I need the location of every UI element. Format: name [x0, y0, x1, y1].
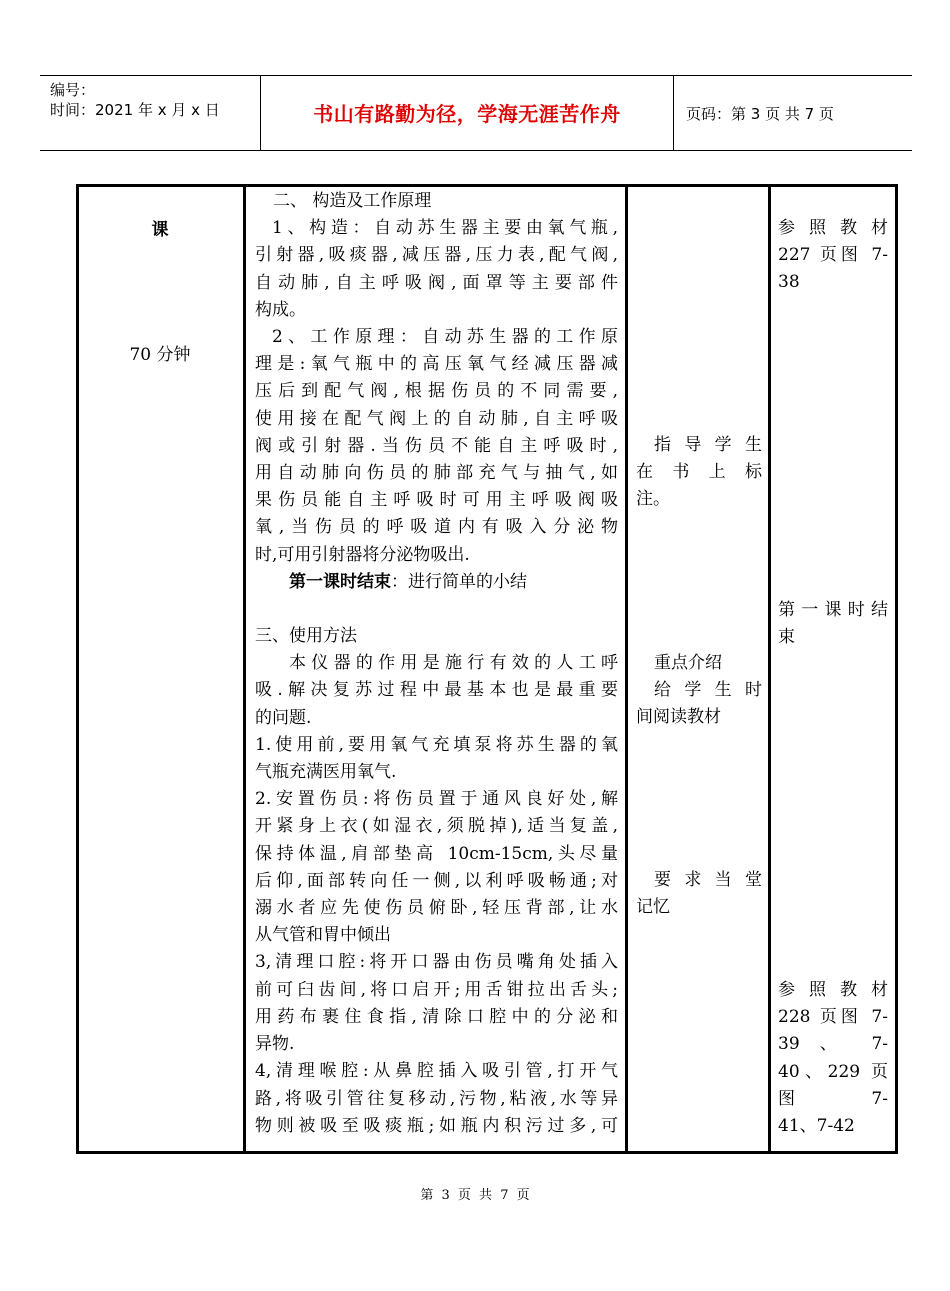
- principle-paragraph: [255, 324, 618, 569]
- remarks-column: [778, 188, 888, 1140]
- lesson-end-note: [778, 597, 888, 651]
- remark-line: 41、7-42: [778, 1116, 855, 1137]
- remark-line: 38: [778, 272, 800, 293]
- spacer: [778, 651, 888, 977]
- step-line: 开紧身上衣(如湿衣,须脱掉),适当复盖,: [255, 816, 618, 837]
- purpose-paragraph: [255, 650, 618, 732]
- activity-line: 给 学 生 时: [654, 679, 762, 700]
- remark-line: 227 页图 7-: [778, 245, 888, 266]
- date-label: 时间：2021 年 x 月 x 日: [50, 101, 220, 119]
- purpose-line: 的问题.: [255, 707, 312, 728]
- header-divider-left: [260, 75, 261, 151]
- principle-line: 果伤员能自主呼吸时可用主呼吸阀吸: [255, 490, 618, 511]
- lesson-label: 课: [151, 220, 169, 240]
- activity-column: [636, 188, 762, 922]
- header-divider-right: [673, 75, 674, 151]
- step-3-paragraph: [255, 949, 618, 1058]
- remark-line: 束: [778, 626, 795, 647]
- principle-line: 阀或引射器.当伤员不能自主呼吸时,: [255, 435, 618, 456]
- reference-note-1: [778, 215, 888, 297]
- reference-note-2: [778, 977, 888, 1140]
- spacer: [636, 514, 762, 650]
- header-page-label: 页码：第 3 页 共 7 页: [686, 105, 834, 123]
- step-line: 溺水者应先使伤员俯卧,轻压背部,让水: [255, 898, 618, 919]
- step-line: 2.安置伤员:将伤员置于通风良好处,解: [255, 789, 618, 810]
- remark-line: 图 7-: [778, 1088, 888, 1109]
- spacer: [255, 596, 618, 623]
- principle-line: 2、工作原理：自动苏生器的工作原: [272, 327, 618, 348]
- activity-line: 指 导 学 生: [654, 435, 762, 455]
- content-column: [255, 188, 618, 1140]
- remark-line: 228 页图 7-: [778, 1007, 888, 1028]
- remark-line: 39 、 7-: [778, 1034, 888, 1055]
- duration-label: 70 分钟: [129, 345, 191, 366]
- remark-line: 参 照 教 材: [778, 218, 888, 238]
- spacer: [778, 188, 888, 215]
- structure-line: 构成。: [255, 299, 306, 320]
- table-border-right: [895, 184, 898, 1154]
- step-1-paragraph: [255, 732, 618, 786]
- spacer: [778, 297, 888, 597]
- activity-note-1: [636, 432, 762, 514]
- step-line: 3,清理口腔:将开口器由伤员嘴角处插入: [255, 952, 618, 973]
- motto: 书山有路勤为径，学海无涯苦作舟: [313, 102, 621, 126]
- section-heading-usage: 三、使用方法: [255, 626, 357, 647]
- section-heading-structure: 二、 构造及工作原理: [273, 191, 432, 211]
- lesson-end-summary: [255, 569, 618, 596]
- number-label: 编号：: [50, 81, 96, 99]
- step-line: 异物.: [255, 1034, 295, 1055]
- header-bottom-rule: [40, 150, 912, 151]
- activity-line: 重点介绍: [654, 652, 722, 673]
- purpose-line: 本仪器的作用是施行有效的人工呼: [289, 653, 618, 674]
- principle-line: 理是:氧气瓶中的高压氧气经减压器减: [255, 354, 618, 375]
- activity-line: 要 求 当 堂: [654, 870, 762, 891]
- purpose-line: 吸.解决复苏过程中最基本也是最重要: [255, 680, 618, 701]
- column-divider-1: [243, 184, 246, 1154]
- table-border-top: [76, 184, 898, 187]
- step-line: 从气管和胃中倾出: [255, 925, 391, 946]
- activity-line: 间阅读教材: [636, 707, 721, 728]
- remark-line: 第一课时结: [778, 599, 888, 620]
- column-divider-2: [625, 184, 628, 1154]
- step-line: 保持体温,肩部垫高 10cm-15cm,头尽量: [255, 843, 618, 864]
- activity-note-2: [636, 650, 762, 732]
- step-line: 物则被吸至吸痰瓶;如瓶内积污过多,可: [255, 1115, 618, 1136]
- step-line: 1.使用前,要用氧气充填泵将苏生器的氧: [255, 734, 618, 755]
- activity-line: 在 书 上 标: [636, 462, 762, 483]
- step-line: 用药布裹住食指,清除口腔中的分泌和: [255, 1006, 618, 1027]
- principle-line: 压后到配气阀,根据伤员的不同需要,: [255, 381, 618, 402]
- structure-paragraph: [255, 215, 618, 324]
- table-border-bottom: [76, 1151, 898, 1154]
- lesson-end-text: ：进行简单的小结: [391, 571, 527, 592]
- principle-line: 使用接在配气阀上的自动肺,自主呼吸: [255, 408, 618, 429]
- principle-line: 时,可用引射器将分泌物吸出.: [255, 544, 470, 565]
- activity-line: 注。: [636, 489, 670, 510]
- remark-line: 参 照 教 材: [778, 980, 888, 1001]
- step-4-paragraph: [255, 1058, 618, 1140]
- step-line: 路,将吸引管往复移动,污物,粘液,水等异: [255, 1088, 618, 1109]
- step-line: 后仰,面部转向任一侧,以利呼吸畅通;对: [255, 870, 618, 891]
- spacer: [636, 731, 762, 867]
- activity-line: 记忆: [636, 897, 670, 918]
- header-info: [50, 80, 260, 120]
- principle-line: 用自动肺向伤员的肺部充气与抽气,如: [255, 463, 618, 484]
- time-column: [78, 190, 242, 369]
- lesson-end-label: 第一课时结束: [289, 571, 391, 592]
- page-footer: 第 3 页 共 7 页: [420, 1188, 530, 1203]
- spacer: [636, 188, 762, 432]
- header-top-rule: [40, 75, 912, 76]
- activity-note-3: [636, 867, 762, 921]
- principle-line: 氧,当伤员的呼吸道内有吸入分泌物: [255, 517, 618, 538]
- step-line: 4,清理喉腔:从鼻腔插入吸引管,打开气: [255, 1061, 618, 1082]
- column-divider-3: [768, 184, 771, 1154]
- structure-line: 自动肺,自主呼吸阀,面罩等主要部件: [255, 272, 618, 293]
- structure-line: 1、构造：自动苏生器主要由氧气瓶,: [272, 218, 618, 239]
- remark-line: 40、229 页: [778, 1061, 888, 1082]
- step-line: 气瓶充满医用氧气.: [255, 762, 397, 783]
- step-line: 前可臼齿间,将口启开;用舌钳拉出舌头;: [255, 979, 618, 1000]
- step-2-paragraph: [255, 786, 618, 949]
- structure-line: 引射器,吸痰器,减压器,压力表,配气阀,: [255, 245, 618, 266]
